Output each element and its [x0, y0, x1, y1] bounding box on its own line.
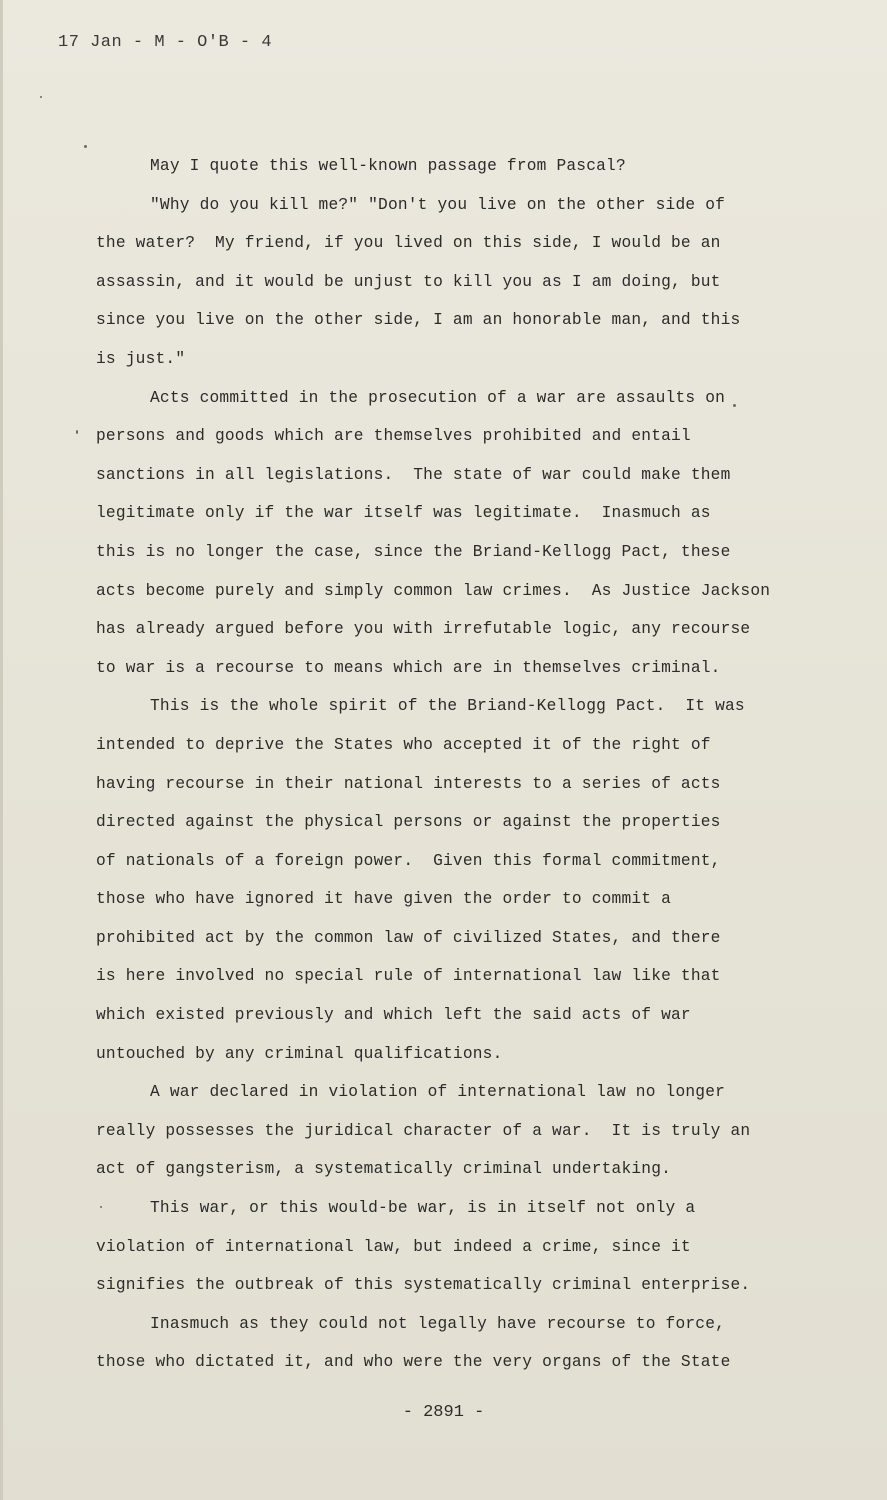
page-reference-header: 17 Jan - M - O'B - 4 — [58, 33, 273, 52]
text-line: act of gangsterism, a systematically criminal undertaking. — [96, 1160, 672, 1179]
paper-speck — [40, 96, 42, 98]
paper-speck — [84, 145, 87, 148]
page-number: - 2891 - — [402, 1403, 485, 1422]
body-text — [96, 147, 776, 1382]
text-line: having recourse in their national interests to a series of acts — [96, 774, 721, 793]
text-line: prohibited act by the common law of civilized States, and there — [96, 928, 721, 947]
text-line: "Why do you kill me?" "Don't you live on the other side of — [150, 195, 726, 214]
paper-speck — [76, 430, 78, 434]
text-line: directed against the physical persons or against the properties — [96, 813, 721, 832]
text-line: which existed previously and which left the said acts of war — [96, 1006, 691, 1025]
page-edge — [0, 0, 3, 1500]
text-line: to war is a recourse to means which are in themselves criminal. — [96, 658, 721, 677]
text-line: This war, or this would-be war, is in itself not only a — [150, 1199, 696, 1218]
text-line: violation of international law, but indeed a crime, since it — [96, 1237, 691, 1256]
text-line: of nationals of a foreign power. Given this formal commitment, — [96, 851, 721, 870]
text-line: acts become purely and simply common law crimes. As Justice Jackson — [96, 581, 771, 600]
text-line: persons and goods which are themselves prohibited and entail — [96, 427, 691, 446]
text-line: legitimate only if the war itself was legitimate. Inasmuch as — [96, 504, 711, 523]
text-line: really possesses the juridical character of a war. It is truly an — [96, 1121, 751, 1140]
text-line: is just." — [96, 349, 186, 368]
paper-speck — [100, 1206, 102, 1208]
paper-speck — [733, 404, 736, 407]
text-line: A war declared in violation of international law no longer — [150, 1083, 726, 1102]
text-line: assassin, and it would be unjust to kill you as I am doing, but — [96, 272, 721, 291]
text-line: has already argued before you with irrefutable logic, any recourse — [96, 620, 751, 639]
text-line: signifies the outbreak of this systematically criminal enterprise. — [96, 1276, 751, 1295]
text-line: since you live on the other side, I am an honorable man, and this — [96, 311, 741, 330]
text-line: this is no longer the case, since the Briand-Kellogg Pact, these — [96, 542, 731, 561]
text-line: those who have ignored it have given the order to commit a — [96, 890, 672, 909]
text-line: the water? My friend, if you lived on this side, I would be an — [96, 234, 721, 253]
text-line: those who dictated it, and who were the very organs of the State — [96, 1353, 731, 1372]
text-line: May I quote this well-known passage from Pascal? — [150, 157, 626, 175]
text-line: sanctions in all legislations. The state of war could make them — [96, 465, 731, 484]
text-line: Inasmuch as they could not legally have recourse to force, — [150, 1314, 726, 1333]
text-line: is here involved no special rule of international law like that — [96, 967, 721, 986]
text-line: Acts committed in the prosecution of a war are assaults on — [150, 388, 726, 407]
text-line: intended to deprive the States who accepted it of the right of — [96, 735, 711, 754]
text-line: untouched by any criminal qualifications. — [96, 1044, 503, 1063]
text-line: This is the whole spirit of the Briand-Kellogg Pact. It was — [150, 697, 745, 716]
